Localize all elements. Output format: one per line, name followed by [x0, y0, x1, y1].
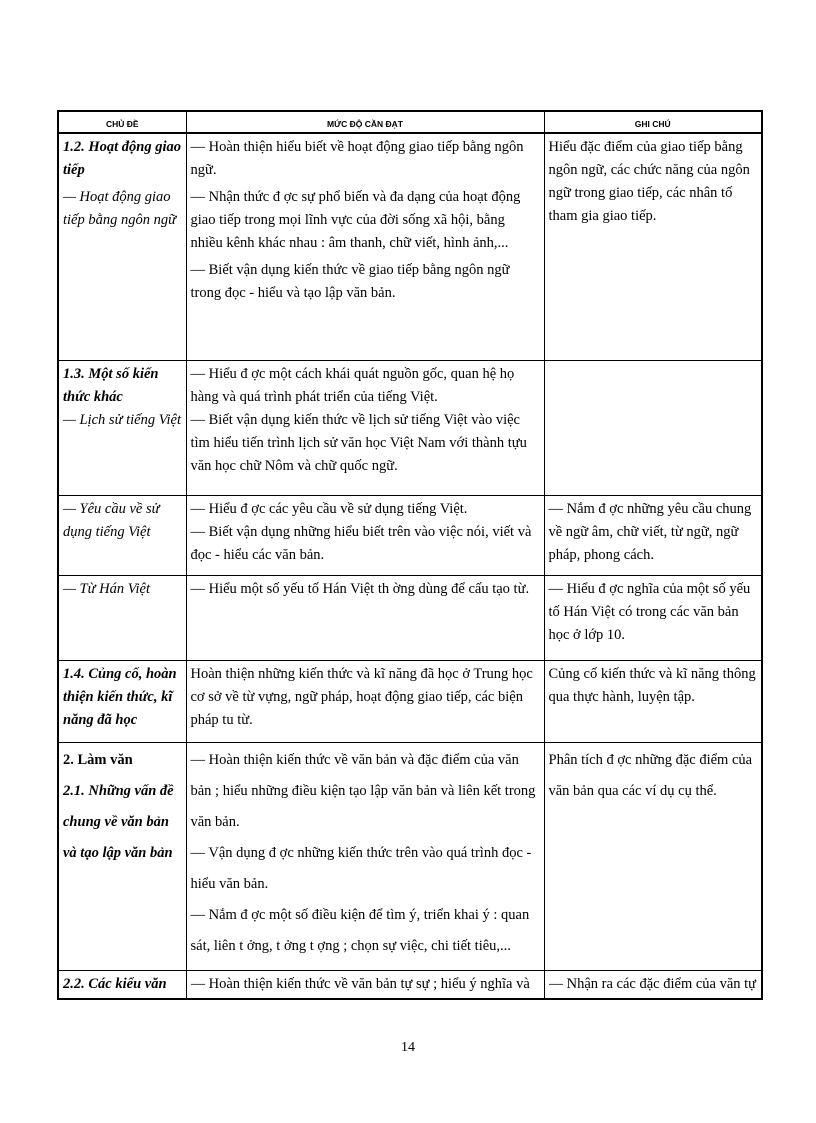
level-cell: [186, 742, 544, 970]
header-note: GHI CHÚ: [544, 111, 762, 133]
page-number: 14: [401, 1040, 415, 1055]
level-item: — Vận dụng đ ợc những kiến thức trên vào quá trình đọc - hiểu văn bản.: [190, 844, 532, 892]
header-topic: CHỦ ĐỀ: [58, 111, 186, 133]
topic-cell: [58, 133, 186, 360]
topic-heading: 2. Làm văn: [63, 751, 133, 768]
note-item: — Nhận ra các đặc điểm của văn tự: [548, 975, 757, 992]
level-cell: [186, 133, 544, 360]
header-level: MỨC ĐỘ CẦN ĐẠT: [186, 111, 544, 133]
table-row: [58, 660, 762, 742]
note-cell: [544, 970, 762, 999]
topic-sub: — Lịch sử tiếng Việt: [63, 411, 181, 428]
note-item: Hiểu đặc điểm của giao tiếp bằng ngôn ngữ, các chức năng của ngôn ngữ trong giao tiếp, các nhân tố tham gia giao tiếp.: [548, 139, 750, 224]
topic-cell: [58, 742, 186, 970]
level-item: — Nắm đ ợc một số điều kiện để tìm ý, triển khai ý : quan sát, liên t ởng, t ởng t ợng ; chọn sự việc, chi tiết tiêu,...: [190, 906, 530, 954]
note-cell: [544, 495, 762, 575]
note-cell: [544, 133, 762, 360]
note-item: — Nắm đ ợc những yêu cầu chung về ngữ âm, chữ viết, từ ngữ, ngữ pháp, phong cách.: [548, 500, 752, 563]
note-item: Củng cố kiến thức và kĩ năng thông qua thực hành, luyện tập.: [548, 665, 756, 705]
topic-cell: [58, 360, 186, 495]
topic-heading: 1.3. Một số kiến thức khác: [63, 365, 159, 405]
note-item: — Hiểu đ ợc nghĩa của một số yếu tố Hán Việt có trong các văn bản học ở lớp 10.: [548, 580, 751, 643]
level-item: — Hiểu đ ợc các yêu cầu về sử dụng tiếng Việt.: [190, 500, 468, 517]
topic-sub: — Từ Hán Việt: [63, 580, 150, 597]
level-cell: [186, 360, 544, 495]
note-cell: [544, 575, 762, 660]
level-item: — Hiểu một số yếu tố Hán Việt th ờng dùng để cấu tạo từ.: [190, 580, 530, 597]
topic-sub: 2.1. Những vấn đề chung về văn bản và tạo lập văn bản: [63, 782, 174, 861]
topic-cell: [58, 970, 186, 999]
topic-heading: 1.4. Củng cố, hoàn thiện kiến thức, kĩ năng đã học: [63, 665, 177, 728]
topic-sub: — Hoạt động giao tiếp bằng ngôn ngữ: [63, 189, 177, 228]
note-cell: [544, 360, 762, 495]
curriculum-table: [57, 110, 763, 1000]
level-item: — Hoàn thiện kiến thức về văn bản tự sự ; hiểu ý nghĩa và: [190, 975, 530, 992]
level-item: — Biết vận dụng kiến thức về lịch sử tiếng Việt vào việc tìm hiểu tiến trình lịch sử văn học Việt Nam với thành tựu văn học chữ Nôm và chữ quốc ngữ.: [190, 411, 527, 474]
topic-heading: 2.2. Các kiểu văn: [63, 975, 167, 992]
header-row: [58, 111, 762, 133]
note-cell: [544, 660, 762, 742]
level-cell: [186, 660, 544, 742]
table-row: [58, 575, 762, 660]
level-item: — Hoàn thiện kiến thức về văn bản và đặc điểm của văn bản ; hiểu những điều kiện tạo lập văn bản và liên kết trong văn bản.: [190, 751, 536, 830]
note-cell: [544, 742, 762, 970]
note-item: Phân tích đ ợc những đặc điểm của văn bản qua các ví dụ cụ thể.: [548, 751, 753, 799]
level-cell: [186, 575, 544, 660]
table-row: [58, 133, 762, 360]
table-row: [58, 742, 762, 970]
table-row: [58, 495, 762, 575]
topic-cell: [58, 575, 186, 660]
topic-cell: [58, 660, 186, 742]
level-item: — Biết vận dụng những hiểu biết trên vào việc nói, viết và đọc - hiểu các văn bản.: [190, 523, 532, 563]
level-item: — Hiểu đ ợc một cách khái quát nguồn gốc, quan hệ họ hàng và quá trình phát triển của tiếng Việt.: [190, 365, 515, 405]
table-row: [58, 970, 762, 999]
level-item: — Hoàn thiện hiểu biết về hoạt động giao tiếp bằng ngôn ngữ.: [190, 139, 524, 178]
level-cell: [186, 495, 544, 575]
level-item: — Nhận thức đ ợc sự phổ biến và đa dạng của hoạt động giao tiếp trong mọi lĩnh vực của đời sống xã hội, bằng nhiều kênh khác nhau : âm thanh, chữ viết, hình ảnh,...: [190, 189, 521, 251]
topic-sub: — Yêu cầu về sử dụng tiếng Việt: [63, 500, 160, 540]
topic-cell: [58, 495, 186, 575]
topic-heading: 1.2. Hoạt động giao tiếp: [63, 139, 182, 178]
level-cell: [186, 970, 544, 999]
level-item: Hoàn thiện những kiến thức và kĩ năng đã học ở Trung học cơ sở về từ vựng, ngữ pháp, hoạt động giao tiếp, các biện pháp tu từ.: [190, 665, 533, 728]
table-row: [58, 360, 762, 495]
level-item: — Biết vận dụng kiến thức về giao tiếp bằng ngôn ngữ trong đọc - hiểu và tạo lập văn bản.: [190, 262, 510, 301]
